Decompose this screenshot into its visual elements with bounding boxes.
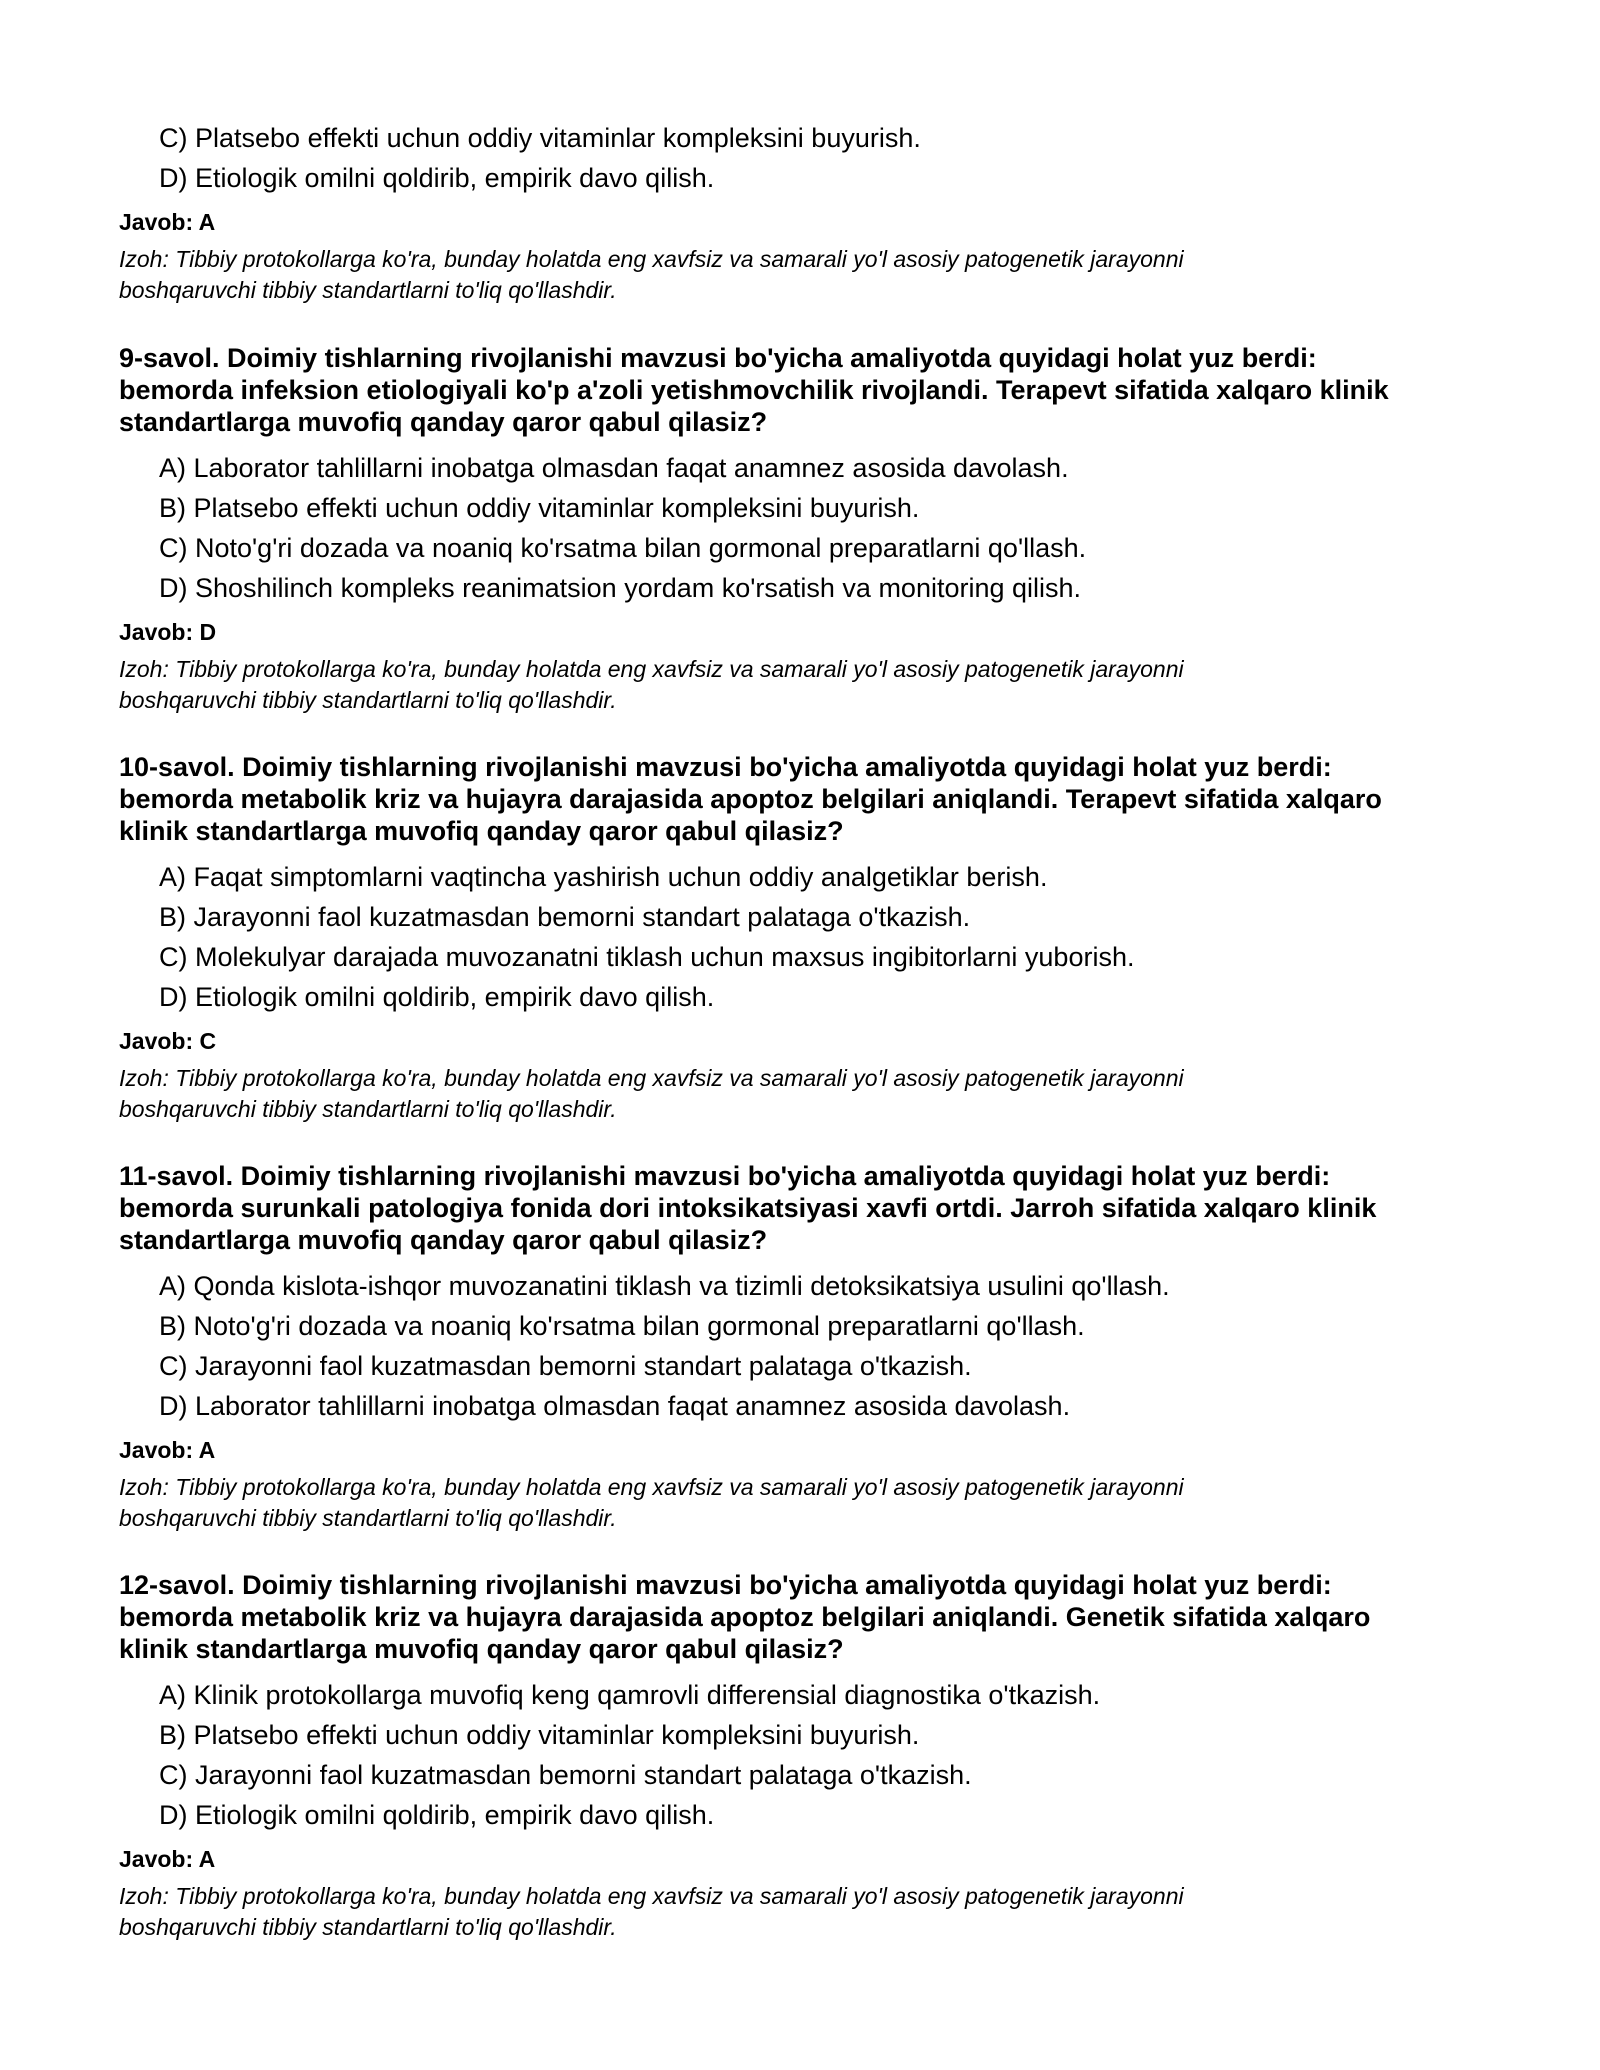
question-partial <box>119 118 1519 306</box>
option-d: D) Etiologik omilni qoldirib, empirik davo qilish. <box>159 163 715 193</box>
explanation <box>119 244 1519 306</box>
question-title-line: standartlarga muvofiq qanday qaror qabul qilasiz? <box>119 407 768 437</box>
option-d: D) Shoshilinch kompleks reanimatsion yordam ko'rsatish va monitoring qilish. <box>159 573 1082 603</box>
explanation <box>119 1472 1519 1534</box>
option-c: C) Platsebo effekti uchun oddiy vitaminlar kompleksini buyurish. <box>159 123 921 153</box>
question-9 <box>119 342 1519 716</box>
explanation-line: Izoh: Tibbiy protokollarga ko'ra, bunday holatda eng xavfsiz va samarali yo'l asosiy patogenetik jarayonni <box>119 1474 1184 1500</box>
explanation <box>119 654 1519 716</box>
question-title-line: standartlarga muvofiq qanday qaror qabul qilasiz? <box>119 1225 768 1255</box>
option-a: A) Qonda kislota-ishqor muvozanatini tiklash va tizimli detoksikatsiya usulini qo'llash. <box>159 1271 1170 1301</box>
answer-label: Javob: A <box>119 1437 216 1463</box>
question-12 <box>119 1569 1519 1943</box>
question-title <box>119 751 1519 847</box>
explanation-line: boshqaruvchi tibbiy standartlarni to'liq qo'llashdir. <box>119 1914 617 1940</box>
question-title-line: klinik standartlarga muvofiq qanday qaror qabul qilasiz? <box>119 1634 844 1664</box>
option-c: C) Jarayonni faol kuzatmasdan bemorni standart palataga o'tkazish. <box>159 1351 972 1381</box>
explanation-line: boshqaruvchi tibbiy standartlarni to'liq qo'llashdir. <box>119 1505 617 1531</box>
option-b: B) Jarayonni faol kuzatmasdan bemorni standart palataga o'tkazish. <box>159 902 971 932</box>
explanation-line: Izoh: Tibbiy protokollarga ko'ra, bunday holatda eng xavfsiz va samarali yo'l asosiy patogenetik jarayonni <box>119 656 1184 682</box>
option-d: D) Laborator tahlillarni inobatga olmasdan faqat anamnez asosida davolash. <box>159 1391 1071 1421</box>
question-title-line: 12-savol. Doimiy tishlarning rivojlanishi mavzusi bo'yicha amaliyotda quyidagi holat yuz berdi: <box>119 1570 1332 1600</box>
option-a: A) Faqat simptomlarni vaqtincha yashirish uchun oddiy analgetiklar berish. <box>159 862 1048 892</box>
question-title-line: bemorda metabolik kriz va hujayra darajasida apoptoz belgilari aniqlandi. Terapevt sifatida xalqaro <box>119 784 1382 814</box>
option-d: D) Etiologik omilni qoldirib, empirik davo qilish. <box>159 982 715 1012</box>
question-title-line: 10-savol. Doimiy tishlarning rivojlanishi mavzusi bo'yicha amaliyotda quyidagi holat yuz berdi: <box>119 752 1332 782</box>
explanation <box>119 1881 1519 1943</box>
option-d: D) Etiologik omilni qoldirib, empirik davo qilish. <box>159 1800 715 1830</box>
option-c: C) Jarayonni faol kuzatmasdan bemorni standart palataga o'tkazish. <box>159 1760 972 1790</box>
option-a: A) Klinik protokollarga muvofiq keng qamrovli differensial diagnostika o'tkazish. <box>159 1680 1101 1710</box>
explanation <box>119 1063 1519 1125</box>
question-title <box>119 342 1519 438</box>
question-10 <box>119 751 1519 1125</box>
explanation-line: boshqaruvchi tibbiy standartlarni to'liq qo'llashdir. <box>119 687 617 713</box>
explanation-line: Izoh: Tibbiy protokollarga ko'ra, bunday holatda eng xavfsiz va samarali yo'l asosiy patogenetik jarayonni <box>119 246 1184 272</box>
explanation-line: boshqaruvchi tibbiy standartlarni to'liq qo'llashdir. <box>119 277 617 303</box>
question-title-line: klinik standartlarga muvofiq qanday qaror qabul qilasiz? <box>119 816 844 846</box>
option-c: C) Molekulyar darajada muvozanatni tiklash uchun maxsus ingibitorlarni yuborish. <box>159 942 1135 972</box>
answer-label: Javob: C <box>119 1028 217 1054</box>
option-b: B) Platsebo effekti uchun oddiy vitaminlar kompleksini buyurish. <box>159 493 920 523</box>
answer-label: Javob: A <box>119 1846 216 1872</box>
option-c: C) Noto'g'ri dozada va noaniq ko'rsatma bilan gormonal preparatlarni qo'llash. <box>159 533 1087 563</box>
question-11 <box>119 1160 1519 1534</box>
option-a: A) Laborator tahlillarni inobatga olmasdan faqat anamnez asosida davolash. <box>159 453 1069 483</box>
answer-label: Javob: D <box>119 619 217 645</box>
question-title-line: 9-savol. Doimiy tishlarning rivojlanishi mavzusi bo'yicha amaliyotda quyidagi holat yuz berdi: <box>119 343 1317 373</box>
answer-label: Javob: A <box>119 209 216 235</box>
explanation-line: Izoh: Tibbiy protokollarga ko'ra, bunday holatda eng xavfsiz va samarali yo'l asosiy patogenetik jarayonni <box>119 1065 1184 1091</box>
question-title <box>119 1160 1519 1256</box>
option-b: B) Platsebo effekti uchun oddiy vitaminlar kompleksini buyurish. <box>159 1720 920 1750</box>
question-title-line: 11-savol. Doimiy tishlarning rivojlanishi mavzusi bo'yicha amaliyotda quyidagi holat yuz berdi: <box>119 1161 1331 1191</box>
question-title-line: bemorda infeksion etiologiyali ko'p a'zoli yetishmovchilik rivojlandi. Terapevt sifatida xalqaro klinik <box>119 375 1389 405</box>
question-title-line: bemorda metabolik kriz va hujayra darajasida apoptoz belgilari aniqlandi. Genetik sifatida xalqaro <box>119 1602 1371 1632</box>
question-title <box>119 1569 1519 1665</box>
explanation-line: boshqaruvchi tibbiy standartlarni to'liq qo'llashdir. <box>119 1096 617 1122</box>
option-b: B) Noto'g'ri dozada va noaniq ko'rsatma bilan gormonal preparatlarni qo'llash. <box>159 1311 1085 1341</box>
explanation-line: Izoh: Tibbiy protokollarga ko'ra, bunday holatda eng xavfsiz va samarali yo'l asosiy patogenetik jarayonni <box>119 1883 1184 1909</box>
question-title-line: bemorda surunkali patologiya fonida dori intoksikatsiyasi xavfi ortdi. Jarroh sifatida xalqaro klinik <box>119 1193 1377 1223</box>
